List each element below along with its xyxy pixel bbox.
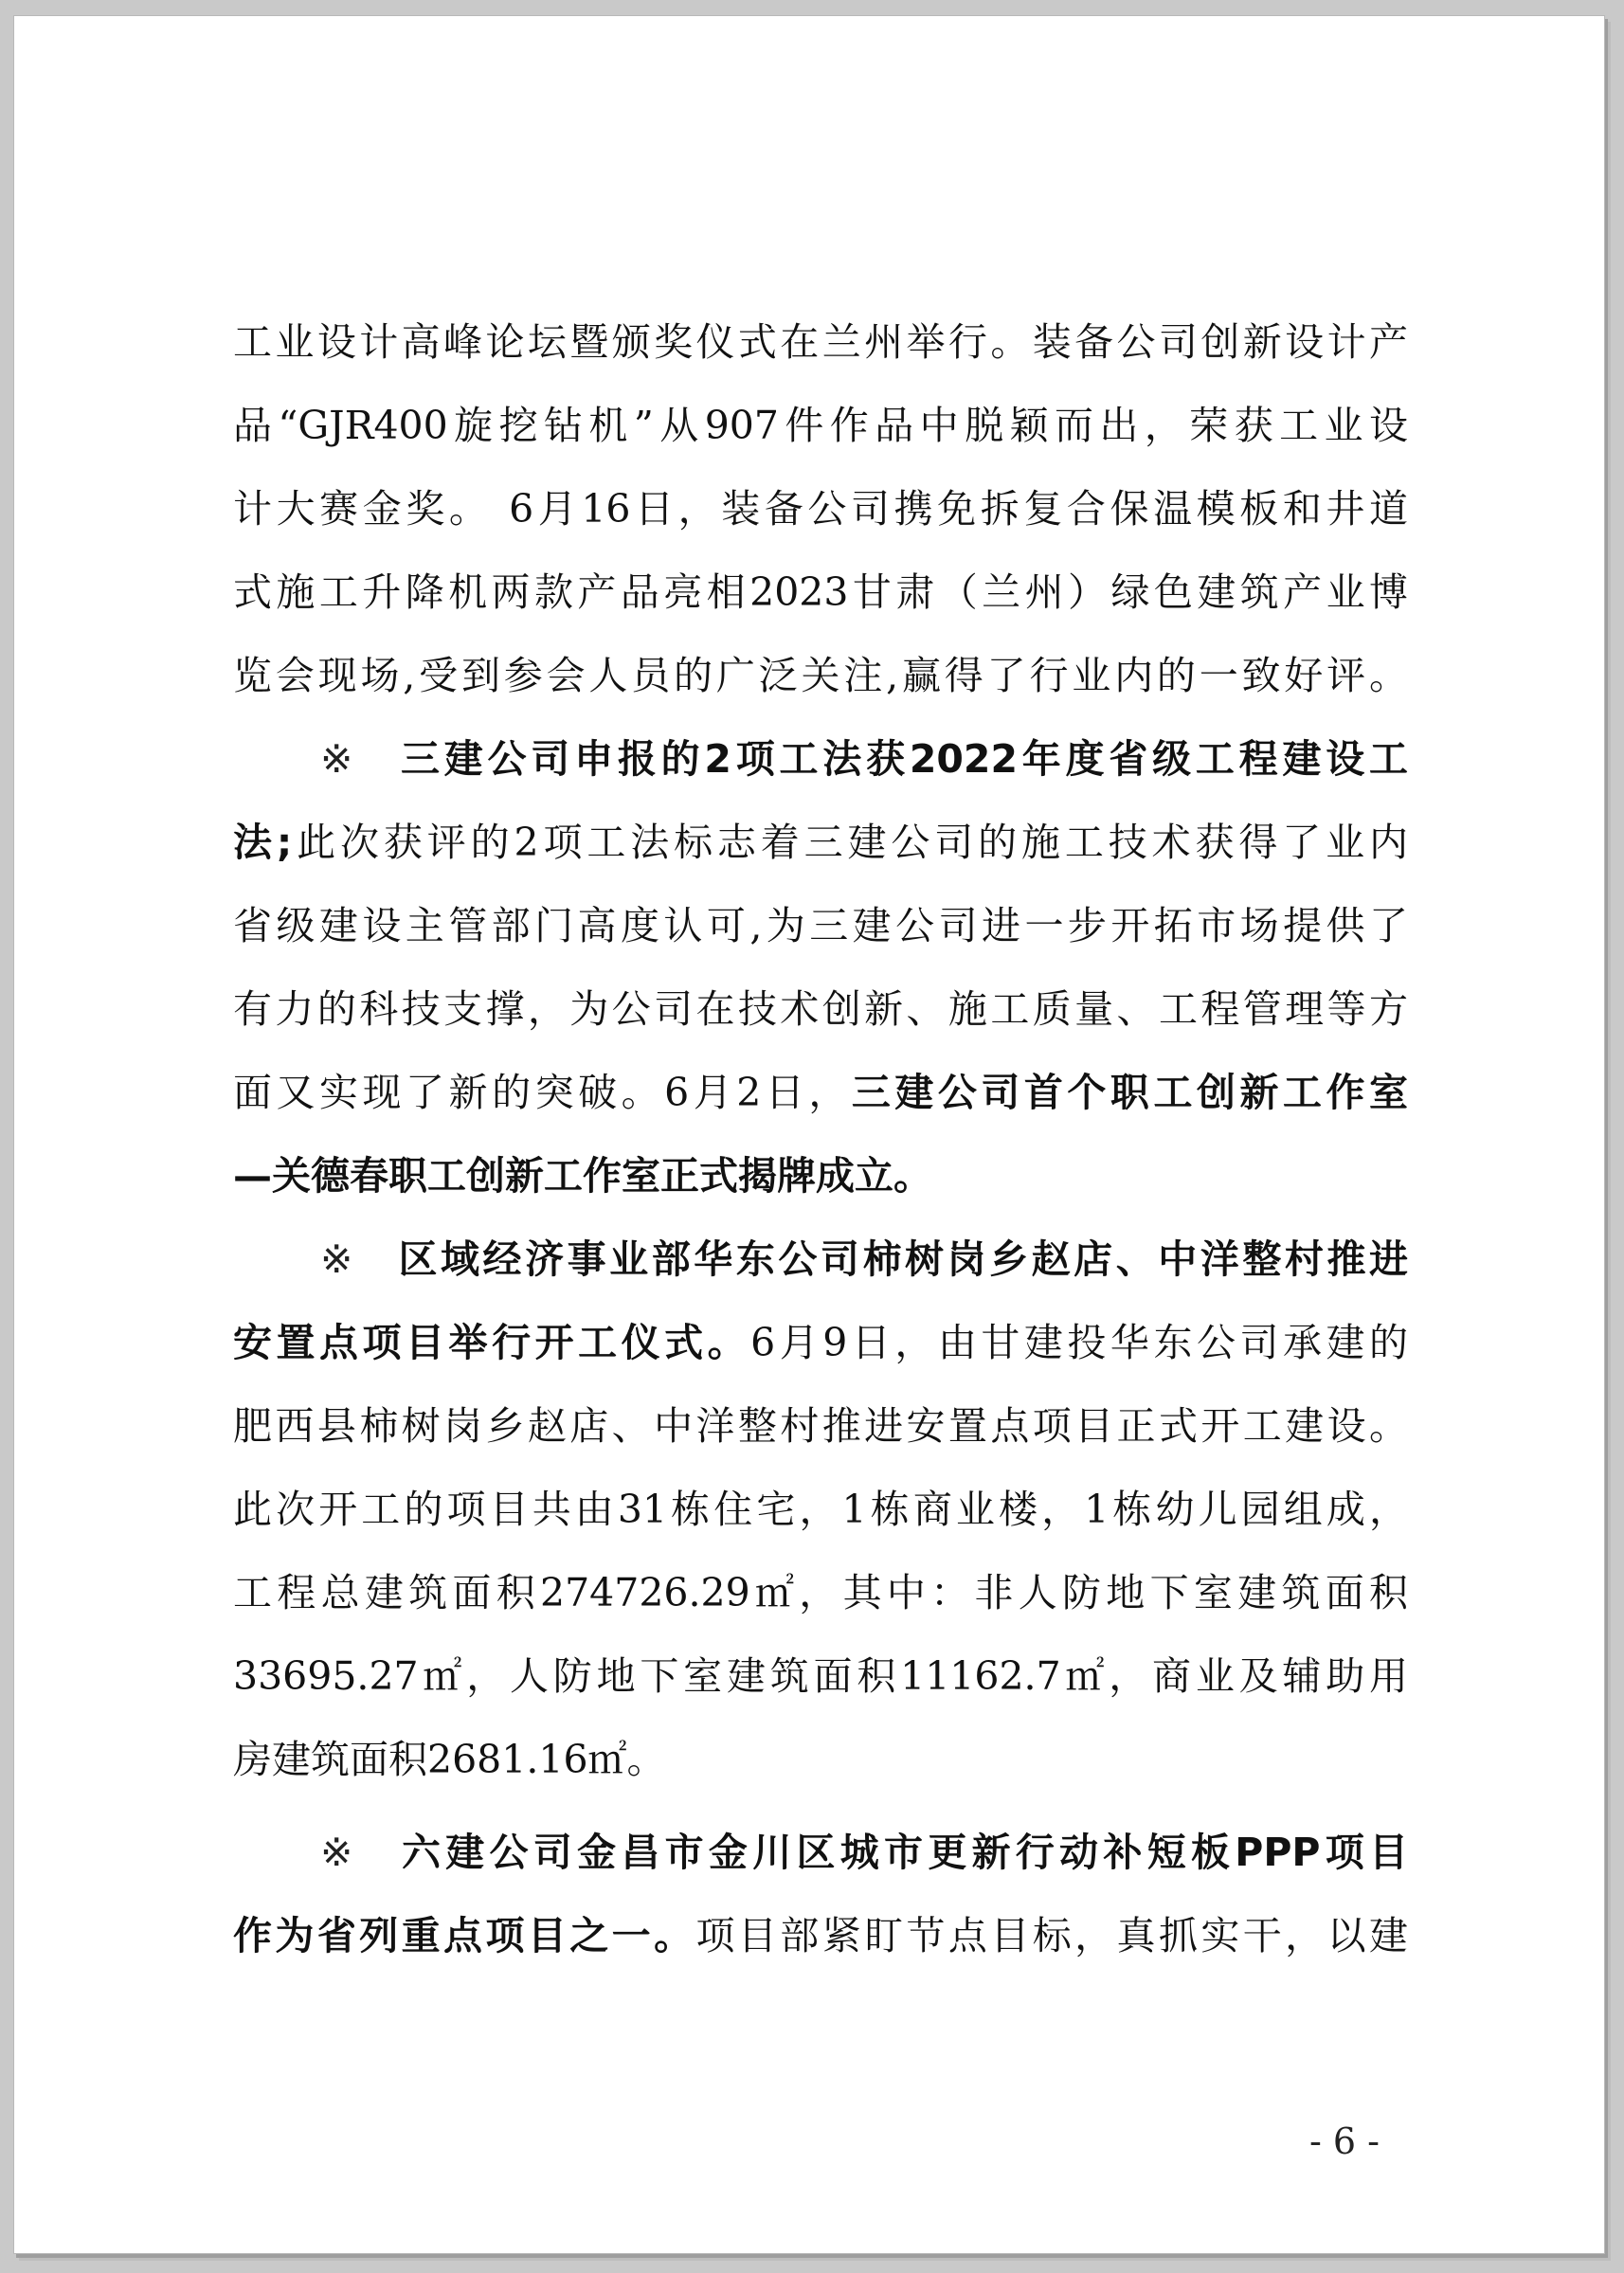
reference-mark: ※	[320, 736, 358, 782]
paragraph-2-heading: 三建公司申报的2项工法获2022年度省级工程建设工	[400, 736, 1408, 782]
paragraph-3-line-7: 房建筑面积2681.16㎡。	[233, 1737, 666, 1782]
paragraph-2-line-4: 有力的科技支撑，为公司在技术创新、施工质量、工程管理等方	[233, 986, 1408, 1032]
paragraph-2-line-6	[233, 1134, 1408, 1218]
paragraph-3-text: 6月9日，由甘建投华东公司承建的	[750, 1320, 1408, 1365]
paragraph-1-line-2: 品“GJR400旋挖钻机”从907件作品中脱颖而出，荣获工业设	[233, 403, 1408, 448]
paragraph-2-subheading-end: —关德春职工创新工作室正式揭牌成立。	[233, 1153, 932, 1199]
page-number: - 6 -	[1308, 2120, 1380, 2162]
paragraph-2-text: 面又实现了新的突破。6月2日，	[233, 1070, 852, 1115]
paragraph-2-subheading: 三建公司首个职工创新工作室	[851, 1070, 1408, 1115]
paragraph-4-line-1	[233, 1811, 1408, 1894]
paragraph-3-line-6: 33695.27㎡，人防地下室建筑面积11162.7㎡，商业及辅助用	[233, 1653, 1408, 1699]
paragraph-2-heading-end: 法;	[233, 820, 293, 865]
paragraph-1-line-4: 式施工升降机两款产品亮相2023甘肃（兰州）绿色建筑产业博	[233, 569, 1408, 615]
paragraph-2-line-3: 省级建设主管部门高度认可,为三建公司进一步开拓市场提供了	[233, 903, 1408, 948]
reference-mark: ※	[320, 1236, 356, 1282]
paragraph-2-line-1	[233, 717, 1408, 801]
paragraph-3-heading: 区域经济事业部华东公司柿树岗乡赵店、中洋整村推进	[398, 1236, 1408, 1282]
reference-mark: ※	[320, 1830, 358, 1875]
paragraph-3-line-4: 此次开工的项目共由31栋住宅，1栋商业楼，1栋幼儿园组成，	[233, 1487, 1408, 1532]
document-page	[13, 15, 1605, 2254]
paragraph-4-heading: 六建公司金昌市金川区城市更新行动补短板PPP项目	[401, 1830, 1408, 1875]
paragraph-1-line-3: 计大赛金奖。 6月16日，装备公司携免拆复合保温模板和井道	[233, 486, 1408, 532]
paragraph-3-line-5: 工程总建筑面积274726.29㎡，其中：非人防地下室建筑面积	[233, 1570, 1408, 1615]
paragraph-3-line-1	[233, 1218, 1408, 1301]
paragraph-2-line-2	[233, 801, 1408, 884]
paragraph-1-line-1: 工业设计高峰论坛暨颁奖仪式在兰州举行。装备公司创新设计产	[233, 319, 1408, 365]
paragraph-4-heading-end: 作为省列重点项目之一。	[233, 1913, 696, 1958]
paragraph-2-text: 此次获评的2项工法标志着三建公司的施工技术获得了业内	[292, 820, 1408, 865]
paragraph-1-line-5: 览会现场,受到参会人员的广泛关注,赢得了行业内的一致好评。	[233, 653, 1408, 698]
paragraph-4-line-2	[233, 1894, 1408, 1977]
paragraph-2-line-5	[233, 1051, 1408, 1134]
paragraph-3-heading-end: 安置点项目举行开工仪式。	[233, 1320, 751, 1365]
paragraph-3-line-2	[233, 1301, 1408, 1384]
paragraph-3-line-3: 肥西县柿树岗乡赵店、中洋整村推进安置点项目正式开工建设。	[233, 1403, 1408, 1449]
paragraph-4-text: 项目部紧盯节点目标，真抓实干，以建	[695, 1913, 1408, 1958]
